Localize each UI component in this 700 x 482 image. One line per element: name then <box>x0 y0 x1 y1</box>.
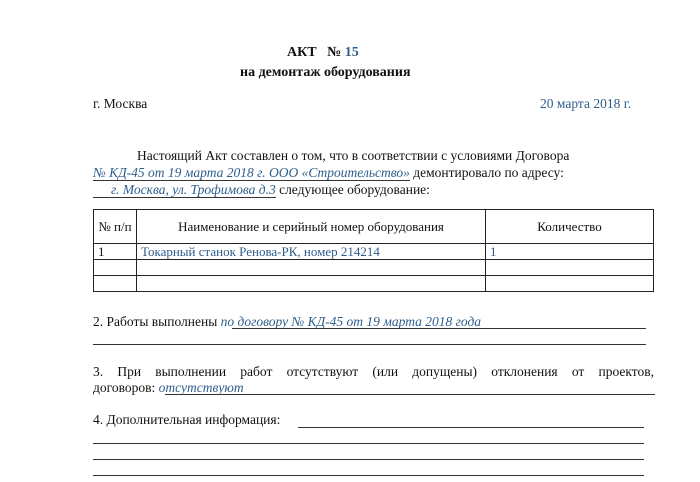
item-4-underline <box>298 427 644 428</box>
cell-name: Токарный станок Ренова-РК, номер 214214 <box>137 244 486 260</box>
intro-line-2 <box>93 165 564 181</box>
item-2-value: по договору № КД-45 от 19 марта 2018 года <box>220 314 482 329</box>
cell-name <box>137 276 486 292</box>
city: г. Москва <box>93 96 148 111</box>
intro-line-3 <box>93 182 430 198</box>
address-value: г. Москва, ул. Трофимова д.3 <box>93 182 276 198</box>
item-3-label: 3. При выполнении работ отсутствуют (или допущены) отклонения от проектов, <box>93 364 654 379</box>
item-2-extra-line <box>93 344 646 345</box>
cell-quantity <box>486 260 654 276</box>
cell-number <box>94 276 137 292</box>
item-4-extra-line-2 <box>93 459 644 460</box>
intro-line-2-rest: демонтировало по адресу: <box>413 165 564 180</box>
item-4-label: 4. Дополнительная информация: <box>93 412 281 427</box>
item-2-label: 2. Работы выполнены <box>93 314 218 329</box>
header-quantity: Количество <box>486 210 654 244</box>
act-date: 20 марта 2018 г. <box>540 96 632 111</box>
cell-quantity: 1 <box>486 244 654 260</box>
act-label: АКТ <box>287 45 317 60</box>
intro-line-3-rest: следующее оборудование: <box>279 182 430 197</box>
table-header-row <box>94 210 654 244</box>
header-name: Наименование и серийный номер оборудования <box>137 210 486 244</box>
item-3-value: отсутствуют <box>158 380 244 395</box>
header-number: № п/п <box>94 210 137 244</box>
cell-quantity <box>486 276 654 292</box>
intro-line-1: Настоящий Акт составлен о том, что в соответствии с условиями Договора <box>137 148 570 163</box>
table-row <box>94 260 654 276</box>
item-3-label-2: договоров: <box>93 380 156 395</box>
act-number: 15 <box>344 45 359 60</box>
item-4-extra-line-1 <box>93 443 644 444</box>
equipment-table <box>93 209 654 292</box>
table-row <box>94 244 654 260</box>
act-title <box>287 45 359 61</box>
cell-name <box>137 260 486 276</box>
cell-number <box>94 260 137 276</box>
cell-number: 1 <box>94 244 137 260</box>
act-subtitle: на демонтаж оборудования <box>240 65 411 80</box>
item-4-extra-line-3 <box>93 475 644 476</box>
item-2-underline <box>232 328 646 329</box>
table-row <box>94 276 654 292</box>
contract-reference: № КД-45 от 19 марта 2018 г. ООО «Строительство» <box>93 165 410 180</box>
act-number-label: № <box>327 45 342 60</box>
item-3-underline <box>165 394 655 395</box>
